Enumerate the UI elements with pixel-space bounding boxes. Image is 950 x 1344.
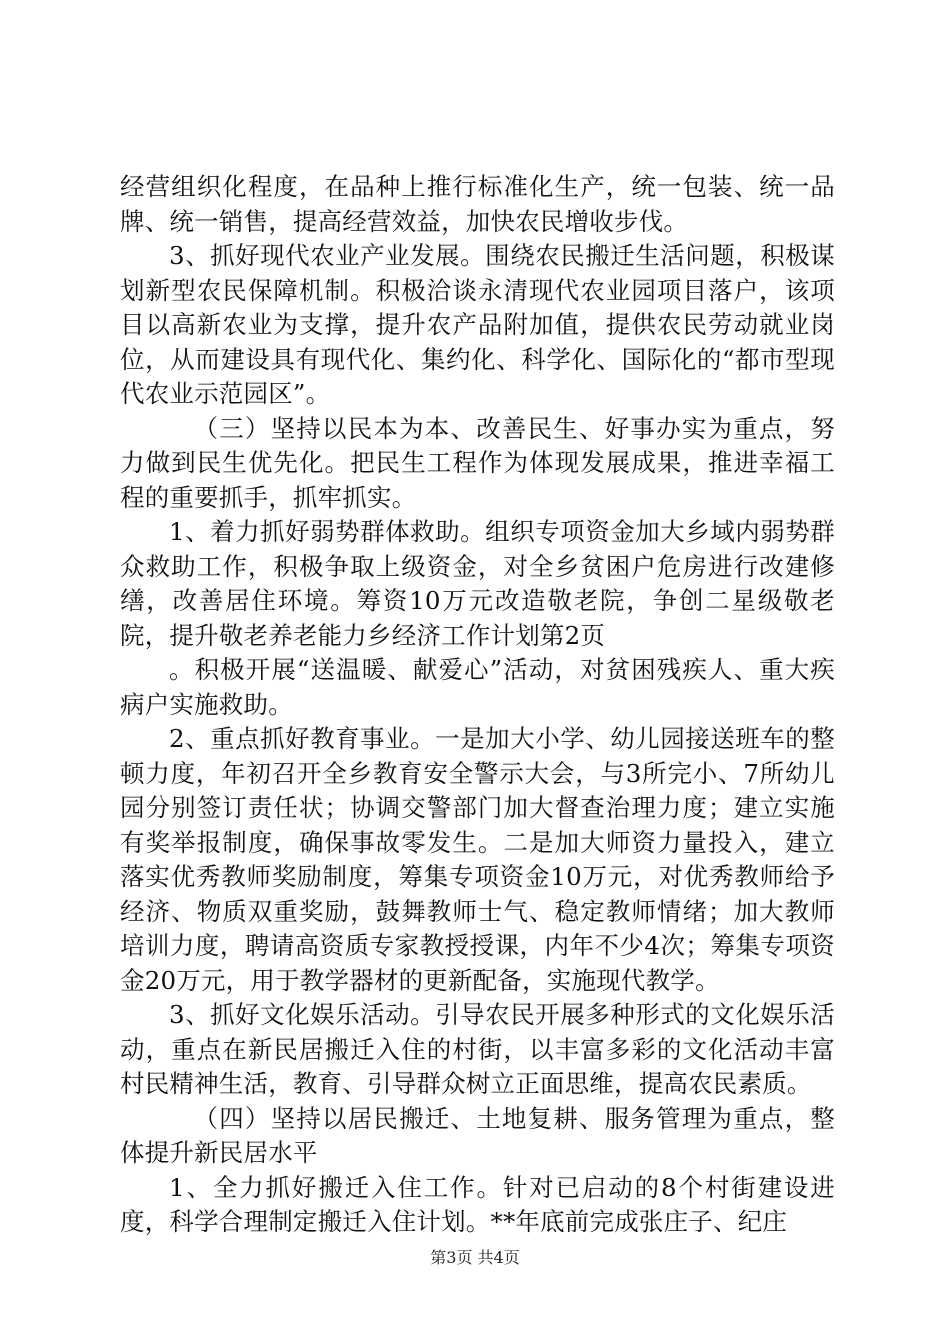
paragraph-relocation: 1、全力抓好搬迁入住工作。针对已启动的8个村街建设进度，科学合理制定搬迁入住计划。**年底前完成张庄子、纪庄 [120,1172,835,1236]
document-body [120,170,835,1240]
section-heading-four: （四）坚持以居民搬迁、土地复耕、服务管理为重点，整体提升新民居水平 [120,1103,835,1167]
section-heading-three: （三）坚持以民本为本、改善民生、好事办实为重点，努力做到民生优先化。把民生工程作为体现发展成果，推进幸福工程的重要抓手，抓牢抓实。 [120,413,835,512]
paragraph-education: 2、重点抓好教育事业。一是加大小学、幼儿园接送班车的整顿力度，年初召开全乡教育安全警示大会，与3所完小、7所幼儿园分别签订责任状；协调交警部门加大督查治理力度；建立实施有奖举报制度，确保事故零发生。二是加大师资力量投入，建立落实优秀教师奖励制度，筹集专项资金10万元，对优秀教师给予经济、物质双重奖励，鼓舞教师士气、稳定教师情绪；加大教师培训力度，聘请高资质专家教授授课，内年不少4次；筹集专项资金20万元，用于教学器材的更新配备，实施现代教学。 [120,724,835,995]
page-number-footer: 第3页 共4页 [430,1248,520,1267]
paragraph-continuation: 经营组织化程度，在品种上推行标准化生产，统一包装、统一品牌、统一销售，提高经营效益，加快农民增收步伐。 [120,172,835,236]
paragraph-warmth-activity: 。积极开展“送温暖、献爱心”活动，对贫困残疾人、重大疾病户实施救助。 [120,655,835,719]
paragraph-vulnerable-groups: 1、着力抓好弱势群体救助。组织专项资金加大乡域内弱势群众救助工作，积极争取上级资金，对全乡贫困户危房进行改建修缮，改善居住环境。筹资10万元改造敬老院，争创二星级敬老院，提升敬老养老能力乡经济工作计划第2页 [120,517,835,650]
paragraph-modern-agriculture: 3、抓好现代农业产业发展。围绕农民搬迁生活问题，积极谋划新型农民保障机制。积极洽谈永清现代农业园项目落户，该项目以高新农业为支撑，提升农产品附加值，提供农民劳动就业岗位，从而建设具有现代化、集约化、科学化、国际化的“都市型现代农业示范园区”。 [120,241,835,408]
paragraph-culture: 3、抓好文化娱乐活动。引导农民开展多种形式的文化娱乐活动，重点在新民居搬迁入住的村街，以丰富多彩的文化活动丰富村民精神生活，教育、引导群众树立正面思维，提高农民素质。 [120,1000,835,1098]
